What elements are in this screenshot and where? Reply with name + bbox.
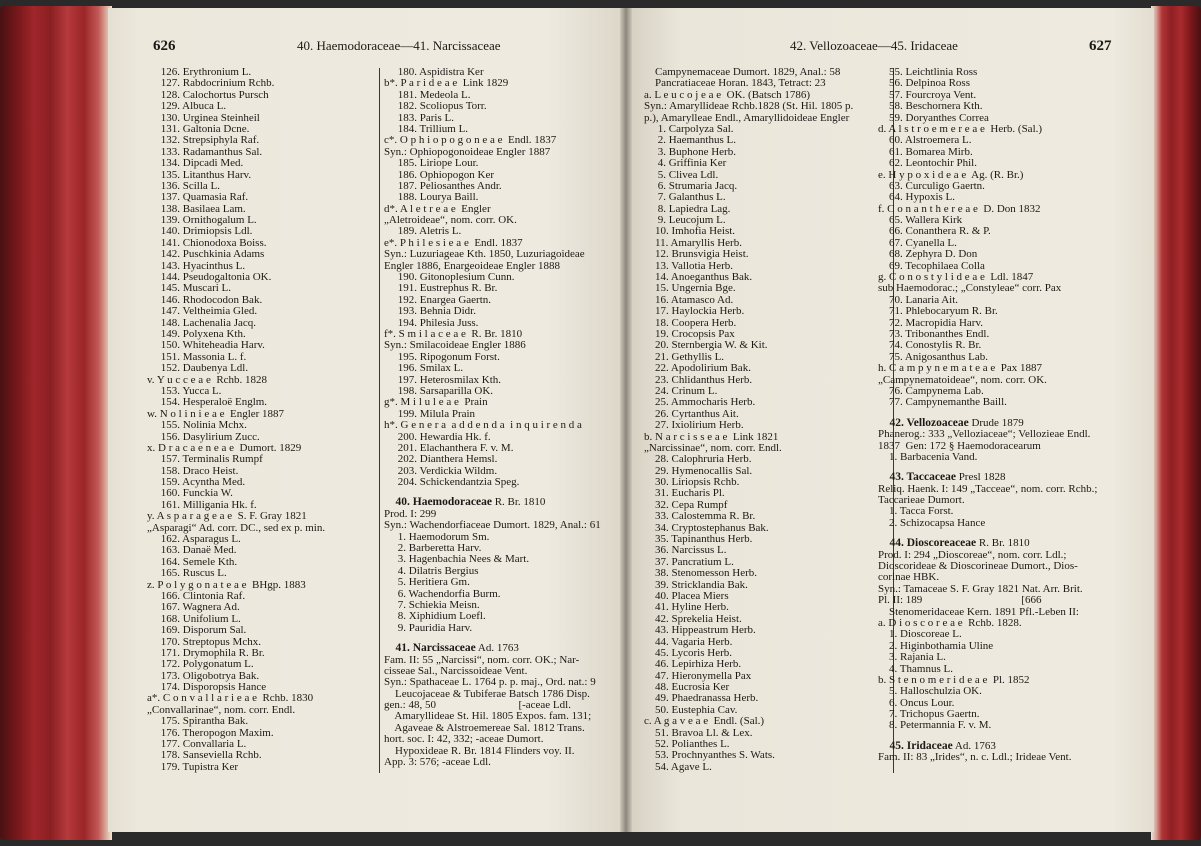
text-line: 7. Galanthus L. bbox=[644, 192, 726, 204]
text-line: 132. Strepsiphyla Raf. bbox=[147, 135, 260, 147]
text-line: 136. Scilla L. bbox=[147, 180, 221, 192]
text-line: App. 3: 576; -aceae Ldl. bbox=[384, 757, 491, 769]
text-line: 146. Rhodocodon Bak. bbox=[147, 294, 263, 306]
text-line: Prod. I: 294 „Dioscoreae“, nom. corr. Ldl.; bbox=[878, 549, 1067, 561]
text-line: 31. Eucharis Pl. bbox=[644, 488, 725, 500]
text-line: 134. Dipcadi Med. bbox=[147, 158, 244, 170]
text-line: 61. Bomarea Mirb. bbox=[878, 146, 973, 158]
text-line: 73. Tribonanthes Endl. bbox=[878, 328, 990, 340]
text-line: 163. Danaë Med. bbox=[147, 545, 237, 557]
text-line: 23. Chlidanthus Herb. bbox=[644, 374, 753, 386]
text-line: h. C a m p y n e m a t e a e Pax 1887 bbox=[878, 363, 1043, 375]
text-column-1 bbox=[147, 67, 379, 773]
text-line: 4. Griffinia Ker bbox=[644, 158, 727, 170]
text-line: 46. Lepirhiza Herb. bbox=[644, 659, 742, 671]
text-line: 137. Quamasia Raf. bbox=[147, 192, 249, 204]
text-line: Syn.: Smilacoideae Engler 1886 bbox=[384, 340, 526, 352]
text-line: 172. Polygonatum L. bbox=[147, 659, 254, 671]
text-line: 154. Hesperaloë Englm. bbox=[147, 397, 268, 409]
text-line: 126. Erythronium L. bbox=[147, 67, 252, 78]
text-line: 127. Rabdocrinium Rchb. bbox=[147, 78, 275, 90]
text-line: 135. Litanthus Harv. bbox=[147, 169, 252, 181]
text-line: 6. Oncus Lour. bbox=[878, 697, 955, 709]
text-line: 1837 Gen: 172 § Haemodoracearum bbox=[878, 440, 1041, 452]
text-line: 13. Vallotia Herb. bbox=[644, 260, 734, 272]
text-line: 2. Higinbothamia Uline bbox=[878, 640, 994, 652]
text-line: 3. Buphone Herb. bbox=[644, 146, 736, 158]
text-line bbox=[384, 488, 616, 497]
text-line: Reliq. Haenk. I: 149 „Tacceae“, nom. corr. Rchb.; bbox=[878, 483, 1098, 495]
text-line: f*. S m i l a c e a e R. Br. 1810 bbox=[384, 328, 523, 340]
text-line: 156. Dasylirium Zucc. bbox=[147, 431, 260, 443]
text-line: 70. Lanaria Ait. bbox=[878, 294, 959, 306]
text-line: 75. Anigosanthus Lab. bbox=[878, 351, 988, 363]
text-line: Pl. II: 189 [666 bbox=[878, 595, 1042, 607]
text-line: 165. Ruscus L. bbox=[147, 568, 227, 580]
text-line: hort. soc. I: 42, 332; -aceae Dumort. bbox=[384, 734, 544, 746]
text-line: 76. Campynema Lab. bbox=[878, 385, 984, 397]
text-line: 63. Curculigo Gaertn. bbox=[878, 180, 985, 192]
text-line: 2. Barberetta Harv. bbox=[384, 543, 482, 555]
text-line: „Narcissinae“, nom. corr. Endl. bbox=[644, 442, 782, 454]
text-line: 195. Ripogonum Forst. bbox=[384, 351, 500, 363]
text-line: Dioscorideae & Dioscorineae Dumort., Dios- bbox=[878, 561, 1078, 573]
text-line: 12. Brunsvigia Heist. bbox=[644, 249, 749, 261]
book-gutter bbox=[620, 8, 632, 832]
text-column-2 bbox=[384, 67, 616, 768]
text-line: corinae HBK. bbox=[878, 572, 940, 584]
text-line: 48. Eucrosia Ker bbox=[644, 682, 730, 694]
text-line bbox=[384, 634, 616, 643]
text-line: 41. Narcissaceae Ad. 1763 bbox=[384, 643, 519, 655]
text-line: 77. Campynemanthe Baill. bbox=[878, 397, 1007, 409]
text-line: g*. M i l u l e a e Prain bbox=[384, 397, 488, 409]
text-line: 34. Cryptostephanus Bak. bbox=[644, 522, 769, 534]
text-line: 139. Ornithogalum L. bbox=[147, 215, 257, 227]
text-line: 51. Bravoa Ll. & Lex. bbox=[644, 727, 753, 739]
text-line: 40. Haemodoraceae R. Br. 1810 bbox=[384, 497, 546, 509]
text-line: 150. Whiteheadia Harv. bbox=[147, 340, 265, 352]
text-line bbox=[878, 463, 1115, 472]
text-line: 42. Sprekelia Heist. bbox=[644, 613, 742, 625]
text-line: 202. Dianthera Hemsl. bbox=[384, 454, 498, 466]
text-line: a. L e u c o j e a e OK. (Batsch 1786) bbox=[644, 89, 811, 101]
text-line: 52. Polianthes L. bbox=[644, 739, 730, 751]
text-line: 7. Schiekia Meisn. bbox=[384, 599, 480, 611]
text-line: gen.: 48, 50 [-aceae Ldl. bbox=[384, 700, 571, 712]
text-line: 182. Scoliopus Torr. bbox=[384, 101, 487, 113]
text-line: 55. Leichtlinia Ross bbox=[878, 67, 978, 78]
text-line: „Convallarinae“, nom. corr. Endl. bbox=[147, 704, 296, 716]
text-line: 141. Chionodoxa Boiss. bbox=[147, 237, 267, 249]
text-line bbox=[878, 409, 1115, 418]
text-line: 6. Strumaria Jacq. bbox=[644, 180, 738, 192]
text-line: 1. Carpolyza Sal. bbox=[644, 123, 734, 135]
text-line bbox=[878, 529, 1115, 538]
text-line: 200. Hewardia Hk. f. bbox=[384, 431, 491, 443]
text-line: 16. Atamasco Ad. bbox=[644, 294, 734, 306]
text-line: 27. Ixiolirium Herb. bbox=[644, 420, 744, 432]
text-line: Hypoxideae R. Br. 1814 Flinders voy. II. bbox=[384, 745, 575, 757]
text-line: 170. Streptopus Mchx. bbox=[147, 636, 261, 648]
text-line: 185. Liriope Lour. bbox=[384, 158, 479, 170]
text-line: 3. Hagenbachia Nees & Mart. bbox=[384, 554, 530, 566]
text-line: 198. Sarsaparilla OK. bbox=[384, 385, 494, 397]
text-line: 167. Wagnera Ad. bbox=[147, 602, 240, 614]
text-line: „Aletroideae“, nom. corr. OK. bbox=[384, 215, 517, 227]
family-heading: 41. Narcissaceae bbox=[384, 643, 476, 655]
text-line: 54. Agave L. bbox=[644, 761, 712, 773]
text-line: 21. Gethyllis L. bbox=[644, 351, 725, 363]
text-line: 8. Petermannia F. v. M. bbox=[878, 720, 992, 732]
text-line: 131. Galtonia Dcne. bbox=[147, 123, 250, 135]
text-line: 44. Vagaria Herb. bbox=[644, 636, 733, 648]
text-line: 159. Acyntha Med. bbox=[147, 477, 246, 489]
text-line: 57. Fourcroya Vent. bbox=[878, 89, 977, 101]
text-line: 162. Asparagus L. bbox=[147, 534, 241, 546]
text-line: 43. Hippeastrum Herb. bbox=[644, 625, 756, 637]
text-line: z. P o l y g o n a t e a e BHgp. 1883 bbox=[147, 579, 306, 591]
text-line: Campynemaceae Dumort. 1829, Anal.: 58 bbox=[644, 67, 841, 78]
text-line: 49. Phaedranassa Herb. bbox=[644, 693, 759, 705]
text-column-3 bbox=[644, 67, 876, 773]
text-line: e*. P h i l e s i e a e Endl. 1837 bbox=[384, 237, 523, 249]
text-line: 43. Taccaceae Presl 1828 bbox=[878, 472, 1006, 484]
text-line: 6. Wachendorfia Burm. bbox=[384, 588, 501, 600]
family-heading: 45. Iridaceae bbox=[878, 740, 953, 752]
text-line: 60. Alstroemera L. bbox=[878, 135, 972, 147]
text-line: 189. Aletris L. bbox=[384, 226, 462, 238]
text-line: b. S t e n o m e r i d e a e Pl. 1852 bbox=[878, 674, 1030, 686]
text-line: cisseae Sal., Narcissoideae Vent. bbox=[384, 665, 528, 677]
text-line: b*. P a r i d e a e Link 1829 bbox=[384, 78, 509, 90]
text-line: 193. Behnia Didr. bbox=[384, 306, 476, 318]
text-line: 15. Ungernia Bge. bbox=[644, 283, 736, 295]
text-line: 160. Funckia W. bbox=[147, 488, 233, 500]
text-line: Syn.: Luzuriageae Kth. 1850, Luzuriagoideae bbox=[384, 249, 585, 261]
text-line: 138. Basilaea Lam. bbox=[147, 203, 246, 215]
text-line: 145. Muscari L. bbox=[147, 283, 232, 295]
text-line: 204. Schickendantzia Speg. bbox=[384, 477, 520, 489]
text-line: 130. Urginea Steinheil bbox=[147, 112, 260, 124]
text-line: 68. Zephyra D. Don bbox=[878, 249, 978, 261]
text-line: 19. Crocopsis Pax bbox=[644, 328, 735, 340]
running-head-left: 40. Haemodoraceae—41. Narcissaceae bbox=[297, 38, 501, 53]
text-line: a. D i o s c o r e a e Rchb. 1828. bbox=[878, 617, 1022, 629]
text-line: 142. Puschkinia Adams bbox=[147, 249, 265, 261]
text-line: „Asparagi“ Ad. corr. DC., sed ex p. min. bbox=[147, 522, 326, 534]
text-line: 157. Terminalis Rumpf bbox=[147, 454, 263, 466]
text-line: 44. Dioscoreaceae R. Br. 1810 bbox=[878, 538, 1030, 550]
text-line: 169. Disporum Sal. bbox=[147, 625, 247, 637]
text-line: 41. Hyline Herb. bbox=[644, 602, 729, 614]
text-line: 5. Heritiera Gm. bbox=[384, 577, 470, 589]
text-line: b. N a r c i s s e a e Link 1821 bbox=[644, 431, 779, 443]
running-head-right: 42. Vellozoaceae—45. Iridaceae bbox=[790, 38, 958, 53]
family-heading: 44. Dioscoreaceae bbox=[878, 538, 977, 550]
text-line: 176. Theropogon Maxim. bbox=[147, 727, 274, 739]
text-line: 56. Delpinoa Ross bbox=[878, 78, 970, 90]
text-line: 177. Convallaria L. bbox=[147, 739, 247, 751]
text-line: 147. Veltheimia Gled. bbox=[147, 306, 258, 318]
text-line: 2. Schizocapsa Hance bbox=[878, 517, 986, 529]
page-number-right: 627 bbox=[1089, 38, 1112, 54]
text-line: 67. Cyanella L. bbox=[878, 237, 957, 249]
text-line: 181. Medeola L. bbox=[384, 89, 471, 101]
text-line: 191. Eustrephus R. Br. bbox=[384, 283, 498, 295]
text-line: Syn.: Tamaceae S. F. Gray 1821 Nat. Arr. Brit. bbox=[878, 583, 1083, 595]
text-line: Syn.: Spathaceae L. 1764 p. p. maj., Ord. nat.: 9 bbox=[384, 677, 596, 689]
text-line: 194. Philesia Juss. bbox=[384, 317, 479, 329]
text-line: y. A s p a r a g e a e S. F. Gray 1821 bbox=[147, 511, 307, 523]
text-line: 140. Drimiopsis Ldl. bbox=[147, 226, 253, 238]
text-line: 152. Daubenya Ldl. bbox=[147, 363, 249, 375]
text-line: 10. Imhofia Heist. bbox=[644, 226, 736, 238]
text-line: 197. Heterosmilax Kth. bbox=[384, 374, 502, 386]
text-line: Prod. I: 299 bbox=[384, 508, 437, 520]
text-line: 58. Beschornera Kth. bbox=[878, 101, 983, 113]
text-line: 9. Pauridia Harv. bbox=[384, 622, 473, 634]
text-line: 3. Rajania L. bbox=[878, 652, 946, 664]
text-line bbox=[878, 732, 1115, 741]
text-line: 45. Iridaceae Ad. 1763 bbox=[878, 740, 996, 752]
text-line: sub Haemodorac.; „Constyleae“ corr. Pax bbox=[878, 283, 1062, 295]
text-line: 26. Cyrtanthus Ait. bbox=[644, 408, 739, 420]
text-line: 72. Macropidia Harv. bbox=[878, 317, 983, 329]
text-line: 9. Leucojum L. bbox=[644, 215, 726, 227]
text-line: d. A l s t r o e m e r e a e Herb. (Sal.) bbox=[878, 123, 1043, 135]
text-line: 196. Smilax L. bbox=[384, 363, 464, 375]
text-column-4 bbox=[878, 67, 1115, 764]
text-line: 42. Vellozoaceae Drude 1879 bbox=[878, 417, 1024, 429]
text-line: 148. Lachenalia Jacq. bbox=[147, 317, 257, 329]
text-line: 38. Stenomesson Herb. bbox=[644, 568, 758, 580]
text-line: 171. Drymophila R. Br. bbox=[147, 647, 265, 659]
text-line: x. D r a c a e n e a e Dumort. 1829 bbox=[147, 442, 302, 454]
family-heading: 43. Taccaceae bbox=[878, 472, 956, 484]
text-line: 179. Tupistra Ker bbox=[147, 761, 239, 773]
text-line: 1. Barbacenia Vand. bbox=[878, 451, 978, 463]
text-line: 1. Tacca Forst. bbox=[878, 506, 954, 518]
text-line: 17. Haylockia Herb. bbox=[644, 306, 745, 318]
text-line: 153. Yucca L. bbox=[147, 385, 222, 397]
text-line: 188. Lourya Baill. bbox=[384, 192, 479, 204]
text-line: 149. Polyxena Kth. bbox=[147, 328, 246, 340]
family-heading: 40. Haemodoraceae bbox=[384, 497, 492, 509]
text-line: 190. Gitonoplesium Cunn. bbox=[384, 272, 515, 284]
text-line: v. Y u c c e a e Rchb. 1828 bbox=[147, 374, 268, 386]
text-line: 62. Leontochir Phil. bbox=[878, 158, 977, 170]
text-line: 39. Stricklandia Bak. bbox=[644, 579, 748, 591]
text-line: 40. Placea Miers bbox=[644, 590, 729, 602]
text-line: 64. Hypoxis L. bbox=[878, 192, 955, 204]
text-line: „Campynematoideae“, nom. corr. OK. bbox=[878, 374, 1047, 386]
text-line: 1. Haemodorum Sm. bbox=[384, 531, 490, 543]
text-line: Fam. II: 83 „Irides“, n. c. Ldl.; Irideae Vent. bbox=[878, 752, 1072, 764]
text-line: 155. Nolinia Mchx. bbox=[147, 420, 247, 432]
page-number-left: 626 bbox=[153, 38, 176, 54]
text-line: p.), Amarylleae Endl., Amaryllidoideae Engler bbox=[644, 112, 850, 124]
text-line: Amaryllideae St. Hil. 1805 Expos. fam. 131; bbox=[384, 711, 592, 723]
text-line: 32. Cepa Rumpf bbox=[644, 499, 728, 511]
text-line: 201. Elachanthera F. v. M. bbox=[384, 442, 514, 454]
text-line: Leucojaceae & Tubiferae Batsch 1786 Disp. bbox=[384, 688, 590, 700]
text-line: g. C o n o s t y l i d e a e Ldl. 1847 bbox=[878, 272, 1034, 284]
text-line: 180. Aspidistra Ker bbox=[384, 67, 484, 78]
text-line: 18. Coopera Herb. bbox=[644, 317, 737, 329]
text-line: 2. Haemanthus L. bbox=[644, 135, 736, 147]
column-rule-left bbox=[379, 68, 380, 773]
text-line: 8. Xiphidium Loefl. bbox=[384, 611, 486, 623]
text-line: 164. Semele Kth. bbox=[147, 556, 238, 568]
text-line: e. H y p o x i d e a e Ag. (R. Br.) bbox=[878, 169, 1024, 181]
text-line: 28. Calophruria Herb. bbox=[644, 454, 752, 466]
text-line: 53. Prochnyanthes S. Wats. bbox=[644, 750, 775, 762]
text-line: c*. O p h i o p o g o n e a e Endl. 1837 bbox=[384, 135, 557, 147]
text-line: 129. Albuca L. bbox=[147, 101, 227, 113]
text-line: 166. Clintonia Raf. bbox=[147, 590, 246, 602]
family-heading: 42. Vellozoaceae bbox=[878, 417, 969, 429]
text-line: 8. Lapiedra Lag. bbox=[644, 203, 731, 215]
text-line: 175. Spirantha Bak. bbox=[147, 716, 249, 728]
text-line: 158. Draco Heist. bbox=[147, 465, 239, 477]
text-line: 33. Calostemma R. Br. bbox=[644, 511, 756, 523]
text-line: Syn.: Amaryllideae Rchb.1828 (St. Hil. 1805 p. bbox=[644, 101, 854, 113]
text-line: Agaveae & Alstroemereae Sal. 1812 Trans. bbox=[384, 722, 585, 734]
text-line: 1. Dioscoreae L. bbox=[878, 629, 962, 641]
text-line: 173. Oligobotrya Bak. bbox=[147, 670, 260, 682]
text-line: 11. Amaryllis Herb. bbox=[644, 237, 742, 249]
book-cover-left bbox=[0, 6, 112, 840]
text-line: 183. Paris L. bbox=[384, 112, 454, 124]
text-line: 69. Tecophilaea Colla bbox=[878, 260, 985, 272]
book-cover-right bbox=[1151, 6, 1201, 840]
text-line: 5. Clivea Ldl. bbox=[644, 169, 719, 181]
text-line: 30. Liriopsis Rchb. bbox=[644, 477, 740, 489]
text-line: 37. Pancratium L. bbox=[644, 556, 734, 568]
text-line: 143. Hyacinthus L. bbox=[147, 260, 246, 272]
text-line: 29. Hymenocallis Sal. bbox=[644, 465, 753, 477]
text-line: 35. Tapinanthus Herb. bbox=[644, 534, 753, 546]
text-line: f. C o n a n t h e r e a e D. Don 1832 bbox=[878, 203, 1041, 215]
text-line: 4. Dilatris Bergius bbox=[384, 565, 479, 577]
text-line: 7. Trichopus Gaertn. bbox=[878, 709, 980, 721]
text-line: 144. Pseudogaltonia OK. bbox=[147, 272, 272, 284]
text-line: Pancratiaceae Horan. 1843, Tetract: 23 bbox=[644, 78, 826, 90]
text-line: 178. Sanseviella Rchb. bbox=[147, 750, 262, 762]
text-line: 199. Milula Prain bbox=[384, 408, 476, 420]
text-line: Stenomeridaceae Kern. 1891 Pfl.-Leben II: bbox=[878, 606, 1079, 618]
text-line: 203. Verdickia Wildm. bbox=[384, 465, 498, 477]
text-line: c. A g a v e a e Endl. (Sal.) bbox=[644, 716, 765, 728]
text-line: 192. Enargea Gaertn. bbox=[384, 294, 492, 306]
text-line: 14. Anoeganthus Bak. bbox=[644, 272, 753, 284]
text-line: 74. Conostylis R. Br. bbox=[878, 340, 982, 352]
text-line: 168. Unifolium L. bbox=[147, 613, 241, 625]
text-line: 66. Conanthera R. & P. bbox=[878, 226, 991, 238]
text-line: 151. Massonia L. f. bbox=[147, 351, 247, 363]
text-line: Taccarieae Dumort. bbox=[878, 495, 965, 507]
text-line: Phanerog.: 333 „Velloziaceae“; Vellozieae Endl. bbox=[878, 429, 1091, 441]
text-line: d*. A l e t r e a e Engler bbox=[384, 203, 491, 215]
text-line: 36. Narcissus L. bbox=[644, 545, 727, 557]
text-line: 4. Thamnus L. bbox=[878, 663, 953, 675]
text-line: Fam. II: 55 „Narcissi“, nom. corr. OK.; Nar- bbox=[384, 654, 580, 666]
text-line: 186. Ophiopogon Ker bbox=[384, 169, 494, 181]
text-line: 133. Radamanthus Sal. bbox=[147, 146, 263, 158]
text-line: 174. Disporopsis Hance bbox=[147, 682, 267, 694]
text-line: 45. Lycoris Herb. bbox=[644, 647, 732, 659]
text-line: 65. Wallera Kirk bbox=[878, 215, 963, 227]
text-line: 128. Calochortus Pursch bbox=[147, 89, 269, 101]
text-line: 161. Milligania Hk. f. bbox=[147, 499, 257, 511]
text-line: 184. Trillium L. bbox=[384, 123, 469, 135]
text-line: 25. Ammocharis Herb. bbox=[644, 397, 756, 409]
text-line: h*. G e n e r a a d d e n d a i n q u i r e n d a bbox=[384, 420, 582, 432]
text-line: Syn.: Wachendorfiaceae Dumort. 1829, Anal.: 61 bbox=[384, 520, 601, 532]
text-line: 50. Eustephia Cav. bbox=[644, 704, 738, 716]
text-line: Syn.: Ophiopogonoideae Engler 1887 bbox=[384, 146, 551, 158]
text-line: 5. Halloschulzia OK. bbox=[878, 686, 982, 698]
text-line: w. N o l i n i e a e Engler 1887 bbox=[147, 408, 285, 420]
text-line: 20. Sternbergia W. & Kit. bbox=[644, 340, 768, 352]
text-line: a*. C o n v a l l a r i e a e Rchb. 1830 bbox=[147, 693, 314, 705]
text-line: 24. Crinum L. bbox=[644, 385, 718, 397]
text-line: Engler 1886, Enargeoideae Engler 1888 bbox=[384, 260, 561, 272]
text-line: 59. Doryanthes Correa bbox=[878, 112, 989, 124]
text-line: 22. Apodolirium Bak. bbox=[644, 363, 751, 375]
text-line: 47. Hieronymella Pax bbox=[644, 670, 752, 682]
text-line: 71. Phlebocaryum R. Br. bbox=[878, 306, 998, 318]
text-line: 187. Peliosanthes Andr. bbox=[384, 180, 502, 192]
